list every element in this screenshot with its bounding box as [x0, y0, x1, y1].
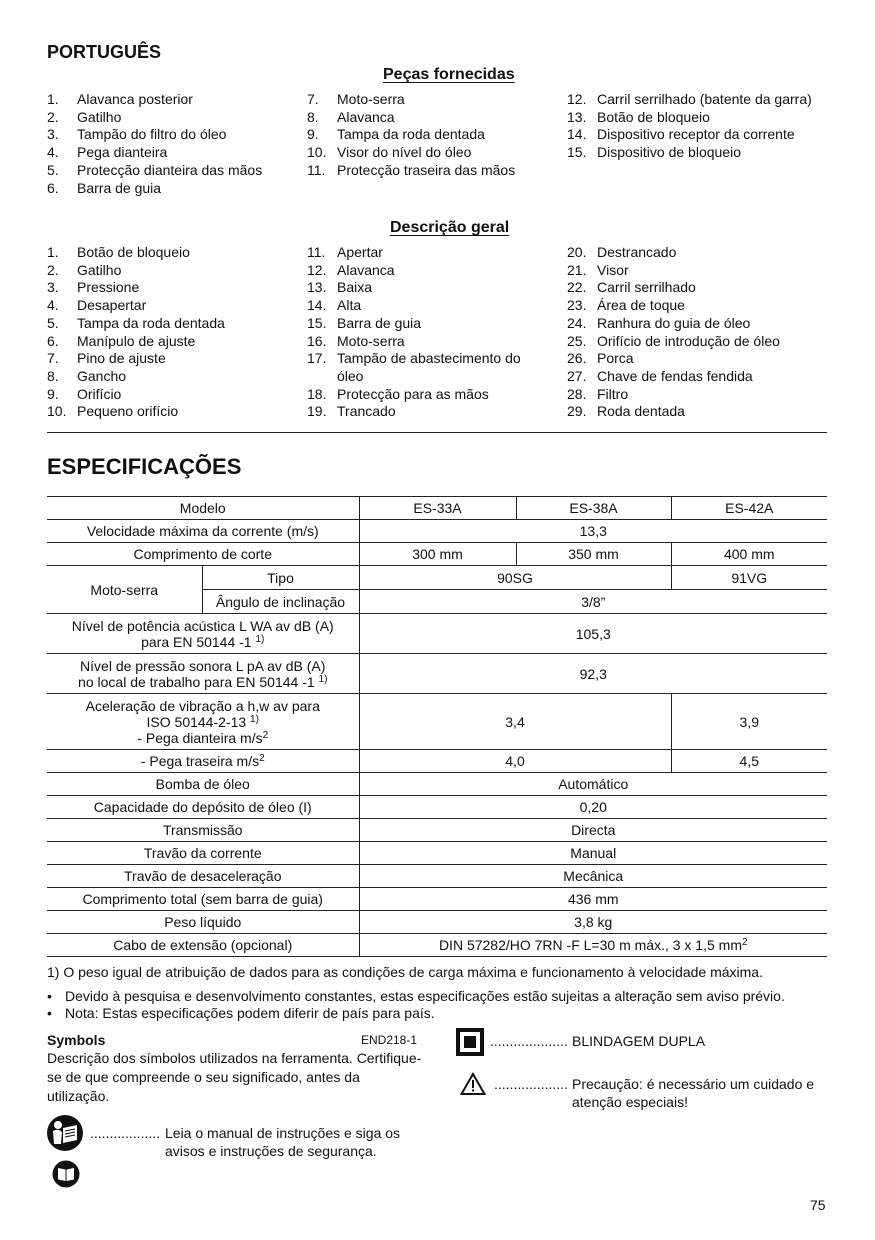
list-item	[307, 91, 557, 109]
list-item	[47, 144, 297, 162]
list-item	[47, 350, 297, 368]
list-item-number: 3.	[47, 126, 59, 143]
table-row	[47, 497, 827, 520]
model-es33a: ES-33A	[359, 497, 516, 520]
list-item	[567, 279, 817, 297]
list-item-number: 23.	[567, 297, 587, 314]
list-item	[47, 244, 297, 262]
list-item-number: 16.	[307, 332, 327, 349]
type-label: Tipo	[202, 566, 359, 590]
list-item-number: 25.	[567, 332, 587, 349]
list-item-number: 22.	[567, 279, 587, 296]
list-item	[307, 126, 557, 144]
list-item	[307, 386, 537, 404]
list-item	[47, 297, 297, 315]
list-item-number: 1.	[47, 244, 59, 260]
list-item-number: 15.	[307, 314, 327, 331]
transmission-label: Transmissão	[47, 819, 359, 842]
list-item-number: 4.	[47, 297, 59, 314]
list-item-number: 29.	[567, 403, 587, 420]
list-item-text: Barra de guia	[77, 179, 162, 196]
list-item	[567, 333, 817, 351]
list-item-text: Orifício	[77, 385, 122, 402]
list-item-text: Gancho	[77, 367, 127, 384]
sound-pressure-label: Nível de pressão sonora L pA av dB (A) no local de trabalho para EN 50144 -1 $^{1)}$	[47, 654, 359, 694]
double-insulation-symbol-text: .................... BLINDAGEM DUPLA	[490, 1033, 706, 1049]
list-item	[47, 180, 297, 198]
table-row	[47, 865, 827, 888]
chain-brake-value: Manual	[359, 842, 827, 865]
list-item	[567, 244, 817, 262]
list-item-text: Botão de bloqueio	[77, 244, 190, 260]
list-item	[307, 315, 537, 333]
list-item-text: Carril serrilhado	[597, 279, 696, 296]
list-item	[567, 315, 817, 333]
speed-label: Velocidade máxima da corrente (m/s)	[47, 520, 359, 543]
table-row	[47, 654, 827, 694]
list-item-number: 13.	[307, 279, 327, 296]
list-item-number: 21.	[567, 261, 587, 278]
symbols-description: Descrição dos símbolos utilizados na ferramenta. Certifique-se de que compreende o seu significado, antes da utilização.	[47, 1050, 422, 1104]
list-item-text: Tampa da roda dentada	[77, 314, 225, 331]
vibration-rear-label: - Pega traseira $m/s^2$	[47, 750, 359, 773]
list-item-text: Gatilho	[77, 108, 122, 125]
pitch-label: Ângulo de inclinação	[202, 590, 359, 614]
list-item-number: 6.	[47, 332, 59, 349]
list-item-text: Tampão de abastecimento do óleo	[337, 350, 521, 384]
specifications-title: ESPECIFICAÇÕES	[47, 454, 242, 479]
list-item-number: 14.	[567, 126, 587, 143]
net-weight-value: 3,8 kg	[359, 911, 827, 934]
list-item	[307, 403, 537, 421]
sound-power-label: Nível de potência acústica L WA av dB (A) para EN 50144 -1 $^{1)}$	[47, 614, 359, 654]
list-item	[567, 297, 817, 315]
list-item-number: 18.	[307, 385, 327, 402]
list-item-number: 26.	[567, 350, 587, 367]
list-item-number: 7.	[307, 91, 319, 107]
list-item-text: Protecção para as mãos	[337, 385, 489, 402]
list-item-text: Destrancado	[597, 244, 677, 260]
list-item-number: 19.	[307, 403, 327, 420]
list-item-number: 11.	[307, 161, 326, 178]
list-item-number: 1.	[47, 91, 59, 107]
list-item-number: 17.	[307, 350, 327, 367]
list-item	[47, 386, 297, 404]
list-item	[567, 386, 817, 404]
list-item-text: Trancado	[337, 403, 396, 420]
list-item	[47, 333, 297, 351]
list-item-number: 13.	[567, 108, 587, 125]
list-item-number: 3.	[47, 279, 59, 296]
parts-list-col2	[307, 91, 557, 180]
list-item	[307, 333, 537, 351]
list-item-text: Área de toque	[597, 297, 685, 314]
list-item	[567, 109, 817, 127]
list-item-number: 27.	[567, 367, 587, 384]
list-item-number: 2.	[47, 261, 59, 278]
oil-pump-value: Automático	[359, 773, 827, 796]
list-item-text: Gatilho	[77, 261, 122, 278]
list-item-text: Botão de bloqueio	[597, 108, 710, 125]
table-row	[47, 543, 827, 566]
table-row	[47, 614, 827, 654]
transmission-value: Directa	[359, 819, 827, 842]
vibration-label: Aceleração de vibração a h,w av para ISO 50144-2-13 $^{1)}$ - Pega dianteira $m/s^2$	[47, 694, 359, 750]
list-item-number: 4.	[47, 144, 59, 161]
list-item	[567, 368, 817, 386]
list-item-text: Protecção dianteira das mãos	[77, 161, 263, 178]
sound-power-value: 105,3	[359, 614, 827, 654]
table-row	[47, 566, 827, 590]
list-item-text: Pequeno orifício	[77, 403, 179, 420]
list-item-number: 7.	[47, 350, 59, 367]
list-item-number: 11.	[307, 244, 326, 260]
oil-tank-value: 0,20	[359, 796, 827, 819]
list-item-text: Visor	[597, 261, 629, 278]
page-number: 75	[810, 1197, 826, 1213]
list-item-number: 9.	[47, 385, 59, 402]
table-row	[47, 888, 827, 911]
list-item-number: 24.	[567, 314, 587, 331]
list-item-text: Visor do nível do óleo	[337, 144, 472, 161]
divider	[47, 432, 827, 433]
list-item-text: Moto-serra	[337, 91, 405, 107]
list-item	[47, 126, 297, 144]
list-item-text: Protecção traseira das mãos	[337, 161, 516, 178]
double-insulation-icon	[456, 1028, 484, 1056]
table-row	[47, 750, 827, 773]
warning-icon	[460, 1072, 486, 1096]
decel-brake-value: Mecânica	[359, 865, 827, 888]
table-row	[47, 911, 827, 934]
list-item-number: 28.	[567, 385, 587, 402]
cut-length-value: 350 mm	[516, 543, 671, 566]
chain-brake-label: Travão da corrente	[47, 842, 359, 865]
language-heading: PORTUGUÊS	[47, 42, 162, 62]
description-list-col3	[567, 244, 817, 421]
list-item	[47, 315, 297, 333]
type-value: 90SG	[359, 566, 671, 590]
list-item-number: 9.	[307, 126, 319, 143]
description-list-col2	[307, 244, 537, 421]
list-item-text: Orifício de introdução de óleo	[597, 332, 780, 349]
list-item	[47, 368, 297, 386]
symbols-title: Symbols	[47, 1032, 106, 1048]
net-weight-label: Peso líquido	[47, 911, 359, 934]
description-list-col1	[47, 244, 297, 421]
list-item	[567, 126, 817, 144]
model-es42a: ES-42A	[671, 497, 827, 520]
cut-length-label: Comprimento de corte	[47, 543, 359, 566]
list-item-text: Dispositivo receptor da corrente	[597, 126, 795, 143]
list-item-text: Moto-serra	[337, 332, 405, 349]
table-row	[47, 520, 827, 543]
list-item-text: Ranhura do guia de óleo	[597, 314, 751, 331]
list-item	[567, 350, 817, 368]
list-item-text: Dispositivo de bloqueio	[597, 144, 741, 161]
symbols-code: END218-1	[361, 1033, 418, 1047]
list-item	[47, 109, 297, 127]
extension-cable-label: Cabo de extensão (opcional)	[47, 934, 359, 957]
model-label: Modelo	[47, 497, 359, 520]
footnote: 1) O peso igual de atribuição de dados para as condições de carga máxima e funcionamento à velocidade máxima.	[47, 964, 763, 980]
oil-tank-label: Capacidade do depósito de óleo (I)	[47, 796, 359, 819]
list-item-number: 10.	[307, 144, 327, 161]
list-item-text: Roda dentada	[597, 403, 685, 420]
parts-supplied-title: Peças fornecidas	[383, 66, 515, 83]
list-item	[307, 244, 537, 262]
list-item-number: 2.	[47, 108, 59, 125]
list-item-text: Filtro	[597, 385, 629, 402]
list-item-text: Tampão do filtro do óleo	[77, 126, 227, 143]
list-item	[567, 91, 817, 109]
list-item	[47, 91, 297, 109]
list-item-text: Desapertar	[77, 297, 147, 314]
vibration-front-value: 3,9	[671, 694, 827, 750]
decel-brake-label: Travão de desaceleração	[47, 865, 359, 888]
list-item-number: 10.	[47, 403, 67, 420]
list-item-number: 12.	[567, 91, 587, 107]
caution-symbol-text: ................... Precaução: é necessário um cuidado e atenção especiais!	[494, 1076, 815, 1110]
list-item-text: Pressione	[77, 279, 140, 296]
vibration-rear-value: 4,0	[359, 750, 671, 773]
model-es38a: ES-38A	[516, 497, 671, 520]
table-row	[47, 934, 827, 957]
list-item	[307, 297, 537, 315]
chain-label: Moto-serra	[47, 566, 202, 614]
list-item	[47, 262, 297, 280]
list-item-number: 14.	[307, 297, 327, 314]
table-row	[47, 773, 827, 796]
read-manual-symbol-text: .................. Leia o manual de instruções e siga os avisos e instruções de segurança.	[90, 1125, 401, 1159]
list-item	[47, 279, 297, 297]
parts-list-col1	[47, 91, 297, 197]
list-item-text: Porca	[597, 350, 634, 367]
list-item-text: Carril serrilhado (batente da garra)	[597, 91, 812, 107]
list-item-text: Apertar	[337, 244, 383, 260]
vibration-front-value: 3,4	[359, 694, 671, 750]
list-item	[567, 262, 817, 280]
list-item-text: Alavanca posterior	[77, 91, 193, 107]
list-item-number: 15.	[567, 144, 587, 161]
bullet-item: • Nota: Estas especificações podem diferir de país para país.	[47, 1005, 435, 1021]
list-item	[307, 279, 537, 297]
list-item-text: Barra de guia	[337, 314, 422, 331]
list-item-number: 5.	[47, 161, 59, 178]
list-item-text: Alta	[337, 297, 362, 314]
list-item	[567, 403, 817, 421]
cut-length-value: 300 mm	[359, 543, 516, 566]
list-item	[307, 109, 557, 127]
table-row	[47, 796, 827, 819]
list-item-text: Baixa	[337, 279, 373, 296]
specifications-table	[47, 496, 827, 957]
table-row	[47, 842, 827, 865]
list-item	[47, 403, 297, 421]
list-item-text: Manípulo de ajuste	[77, 332, 196, 349]
book-icon	[52, 1160, 80, 1188]
list-item-text: Alavanca	[337, 108, 395, 125]
sound-pressure-value: 92,3	[359, 654, 827, 694]
list-item-text: Pino de ajuste	[77, 350, 166, 367]
list-item-text: Tampa da roda dentada	[337, 126, 485, 143]
extension-cable-value: DIN 57282/HO 7RN -F L=30 m máx., 3 x 1,5 $mm^2$	[359, 934, 827, 957]
pitch-value: 3/8”	[359, 590, 827, 614]
list-item	[307, 144, 557, 162]
table-row	[47, 819, 827, 842]
list-item-number: 5.	[47, 314, 59, 331]
list-item-number: 6.	[47, 179, 59, 196]
list-item	[307, 262, 537, 280]
speed-value: 13,3	[359, 520, 827, 543]
list-item	[567, 144, 817, 162]
parts-list-col3	[567, 91, 817, 162]
list-item-number: 20.	[567, 244, 587, 260]
cut-length-value: 400 mm	[671, 543, 827, 566]
vibration-rear-value: 4,5	[671, 750, 827, 773]
list-item	[47, 162, 297, 180]
list-item-text: Chave de fendas fendida	[597, 367, 753, 384]
list-item-text: Pega dianteira	[77, 144, 168, 161]
oil-pump-label: Bomba de óleo	[47, 773, 359, 796]
type-value: 91VG	[671, 566, 827, 590]
list-item	[307, 162, 557, 180]
overall-length-value: 436 mm	[359, 888, 827, 911]
list-item	[307, 350, 537, 385]
table-row	[47, 694, 827, 750]
bullet-item: • Devido à pesquisa e desenvolvimento constantes, estas especificações estão sujeitas a alteração sem aviso prévio.	[47, 988, 785, 1004]
list-item-text: Alavanca	[337, 261, 395, 278]
list-item-number: 8.	[307, 108, 319, 125]
list-item-number: 8.	[47, 367, 59, 384]
overall-length-label: Comprimento total (sem barra de guia)	[47, 888, 359, 911]
list-item-number: 12.	[307, 261, 327, 278]
general-description-title: Descrição geral	[390, 219, 510, 236]
read-manual-icon	[46, 1114, 84, 1152]
